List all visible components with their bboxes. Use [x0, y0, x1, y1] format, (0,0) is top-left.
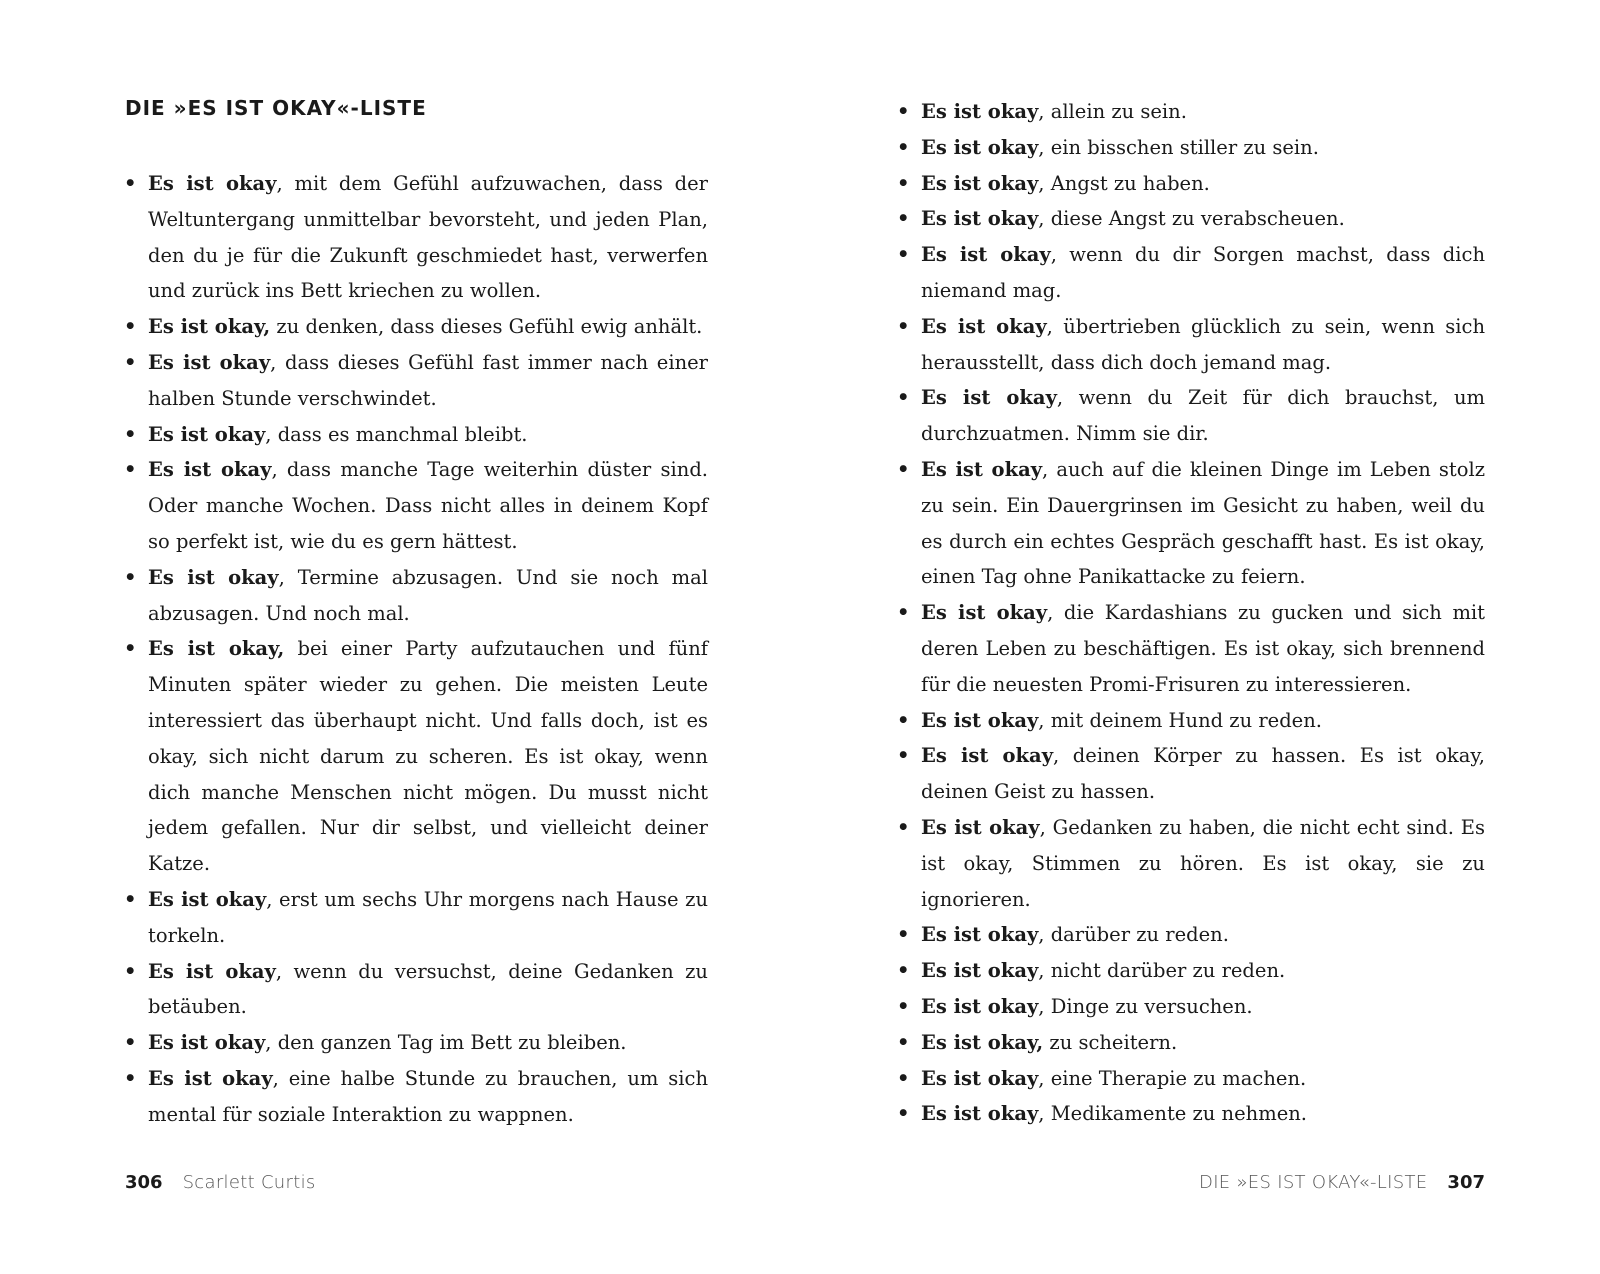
- item-lead: Es ist okay: [921, 1066, 1039, 1090]
- item-text: , diese Angst zu verabscheuen.: [1038, 207, 1345, 231]
- item-lead: Es ist okay: [921, 601, 1048, 625]
- item-text: , Termine abzusagen. Und sie noch mal abzusagen. Und noch mal.: [148, 565, 708, 625]
- item-text: , wenn du Zeit für dich brauchst, um durchzuatmen. Nimm sie dir.: [921, 386, 1486, 446]
- item-lead: Es ist okay: [921, 959, 1039, 983]
- item-lead: Es ist okay: [148, 422, 266, 446]
- item-lead: Es ist okay: [921, 171, 1039, 195]
- item-text: , den ganzen Tag im Bett zu bleiben.: [265, 1031, 627, 1055]
- list-item: [148, 1025, 708, 1061]
- item-text: , übertrieben glücklich zu sein, wenn sich herausstellt, dass dich doch jemand mag.: [921, 314, 1485, 374]
- item-lead: Es ist okay: [921, 386, 1057, 410]
- item-text: , die Kardashians zu gucken und sich mit deren Leben zu beschäftigen. Es ist okay, sich brennend für die neuesten Promi-Frisuren zu interessieren.: [921, 601, 1486, 696]
- list-item: [148, 166, 708, 309]
- item-lead: Es ist okay,: [921, 1030, 1044, 1054]
- item-lead: Es ist okay: [921, 457, 1043, 481]
- item-lead: Es ist okay: [921, 207, 1039, 231]
- item-lead: Es ist okay: [921, 100, 1039, 123]
- item-lead: Es ist okay: [921, 744, 1054, 768]
- list-item: [921, 94, 1485, 130]
- item-text: , nicht darüber zu reden.: [1038, 959, 1286, 983]
- item-lead: Es ist okay: [921, 923, 1039, 947]
- item-lead: Es ist okay: [148, 1031, 266, 1055]
- list-item: [921, 953, 1485, 989]
- list-item: [921, 703, 1485, 739]
- list-item: [921, 810, 1485, 917]
- left-footer: [125, 1172, 316, 1193]
- list-item: [921, 1061, 1485, 1097]
- list-item: [148, 452, 708, 559]
- list-item: [148, 1061, 708, 1133]
- item-text: , Gedanken zu haben, die nicht echt sind. Es ist okay, Stimmen zu hören. Es ist okay, sie zu ignorieren.: [921, 815, 1485, 911]
- item-lead: Es ist okay: [921, 243, 1051, 267]
- item-text: , auch auf die kleinen Dinge im Leben stolz zu sein. Ein Dauergrinsen im Gesicht zu haben, weil du es durch ein echtes Gespräch geschafft hast. Es ist okay, einen Tag ohne Panikattacke zu feiern.: [921, 457, 1485, 589]
- item-text: , darüber zu reden.: [1038, 923, 1229, 947]
- list-item: [148, 417, 708, 453]
- item-text: , dass dieses Gefühl fast immer nach einer halben Stunde verschwindet.: [148, 350, 708, 410]
- item-lead: Es ist okay: [148, 458, 272, 482]
- list-item: [921, 201, 1485, 237]
- list-item: [921, 595, 1485, 702]
- right-footer: [1199, 1172, 1485, 1193]
- item-lead: Es ist okay: [148, 172, 277, 195]
- okay-list-right: [921, 94, 1485, 1132]
- item-lead: Es ist okay: [148, 350, 271, 374]
- list-item: [921, 237, 1485, 309]
- list-item: [921, 1025, 1485, 1061]
- item-text: , deinen Körper zu hassen. Es ist okay, deinen Geist zu hassen.: [921, 744, 1485, 804]
- list-item: [921, 989, 1485, 1025]
- item-lead: Es ist okay,: [148, 315, 271, 339]
- item-lead: Es ist okay: [148, 887, 267, 911]
- list-item: [921, 380, 1485, 452]
- page-number: 306: [125, 1172, 163, 1193]
- item-lead: Es ist okay: [921, 994, 1039, 1018]
- item-text: zu denken, dass dieses Gefühl ewig anhält.: [270, 315, 703, 339]
- item-text: , wenn du versuchst, deine Gedanken zu betäuben.: [148, 959, 708, 1019]
- item-lead: Es ist okay: [921, 708, 1039, 732]
- item-text: , mit deinem Hund zu reden.: [1038, 708, 1322, 732]
- list-item: [148, 560, 708, 632]
- item-text: , eine Therapie zu machen.: [1038, 1066, 1307, 1090]
- item-text: , wenn du dir Sorgen machst, dass dich niemand mag.: [921, 243, 1486, 302]
- item-lead: Es ist okay: [921, 314, 1047, 338]
- list-item: [148, 345, 708, 417]
- chapter-heading: DIE »ES IST OKAY«-LISTE: [125, 96, 427, 120]
- right-page: [800, 0, 1600, 1274]
- item-text: , Dinge zu versuchen.: [1038, 994, 1253, 1018]
- item-lead: Es ist okay: [148, 1066, 273, 1090]
- item-lead: Es ist okay,: [148, 637, 285, 661]
- list-item: [148, 309, 708, 345]
- item-lead: Es ist okay: [921, 1102, 1039, 1126]
- list-item: [921, 738, 1485, 810]
- item-text: , Medikamente zu nehmen.: [1038, 1102, 1308, 1126]
- item-lead: Es ist okay: [921, 135, 1039, 159]
- list-item: [921, 309, 1485, 381]
- item-text: , mit dem Gefühl aufzuwachen, dass der Weltuntergang unmittelbar bevorsteht, und jeden Plan, den du je für die Zukunft geschmiedet hast, verwerfen und zurück ins Bett kriechen zu wollen.: [148, 172, 708, 303]
- item-text: bei einer Party aufzutauchen und fünf Minuten später wieder zu gehen. Die meisten Leute interessiert das überhaupt nicht. Und falls doch, ist es okay, sich nicht darum zu scheren. Es ist okay, wenn dich manche Menschen nicht mögen. Du musst nicht jedem gefallen. Nur dir selbst, und vielleicht deiner Katze.: [148, 637, 708, 876]
- item-text: , dass es manchmal bleibt.: [265, 422, 528, 446]
- item-text: , eine halbe Stunde zu brauchen, um sich mental für soziale Interaktion zu wappnen.: [148, 1066, 708, 1126]
- list-item: [148, 954, 708, 1026]
- item-text: , Angst zu haben.: [1038, 171, 1210, 195]
- list-item: [921, 166, 1485, 202]
- list-item: [148, 882, 708, 954]
- item-lead: Es ist okay: [148, 565, 279, 589]
- list-item: [921, 1096, 1485, 1132]
- running-head-title: DIE »ES IST OKAY«-LISTE: [1199, 1172, 1428, 1193]
- item-lead: Es ist okay: [921, 815, 1040, 839]
- item-text: , allein zu sein.: [1038, 100, 1187, 123]
- item-text: , ein bisschen stiller zu sein.: [1038, 135, 1319, 159]
- list-item: [921, 452, 1485, 595]
- item-lead: Es ist okay: [148, 959, 276, 983]
- list-item: [148, 631, 708, 882]
- page-number: 307: [1447, 1172, 1485, 1193]
- item-text: zu scheitern.: [1043, 1030, 1178, 1054]
- running-head-author: Scarlett Curtis: [182, 1172, 316, 1193]
- list-item: [921, 917, 1485, 953]
- item-text: , erst um sechs Uhr morgens nach Hause zu torkeln.: [148, 887, 709, 947]
- item-text: , dass manche Tage weiterhin düster sind. Oder manche Wochen. Dass nicht alles in deinem Kopf so perfekt ist, wie du es gern hättest.: [148, 458, 708, 553]
- list-item: [921, 130, 1485, 166]
- okay-list-left: [148, 166, 708, 1133]
